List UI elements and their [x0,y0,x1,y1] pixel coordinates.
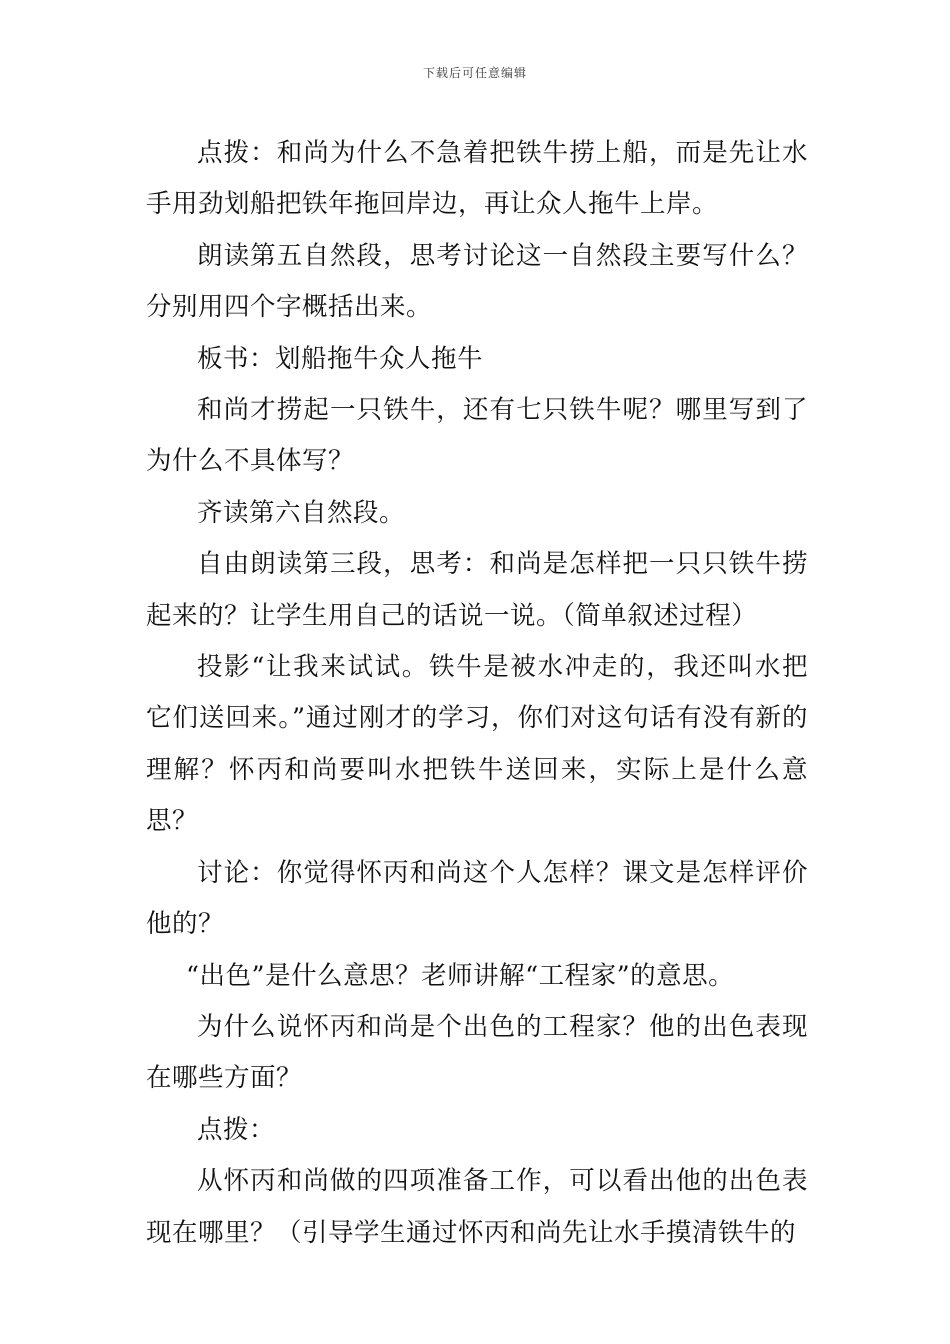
paragraph-discussion: 讨论：你觉得怀丙和尚这个人怎样？课文是怎样评价他的？ [146,857,808,940]
paragraph-engineer: 为什么说怀丙和尚是个出色的工程家？他的出色表现在哪些方面？ [146,1011,808,1094]
paragraph-read-fifth: 朗读第五自然段，思考讨论这一自然段主要写什么？分别用四个字概括出来。 [146,240,808,323]
paragraph-seven-oxen: 和尚才捞起一只铁牛，还有七只铁牛呢？哪里写到了为什么不具体写？ [146,395,808,477]
page-header: 下载后可任意编辑 [422,66,527,80]
paragraph-four-preparations: 从怀丙和尚做的四项准备工作，可以看出他的出色表现在哪里？（引导学生通过怀丙和尚先让水手摸清铁牛的 [146,1166,808,1248]
paragraph-read-third: 自由朗读第三段，思考：和尚是怎样把一只只铁牛捞起来的？让学生用自己的话说一说。（简单叙述过程） [146,549,808,631]
paragraph-blackboard: 板书：划船拖牛众人拖牛 [197,343,484,374]
document-body [146,128,808,1259]
paragraph-projection: 投影“让我来试试。铁牛是被水冲走的，我还叫水把它们送回来。”通过刚才的学习，你们对这句话有没有新的理解？怀丙和尚要叫水把铁牛送回来，实际上是什么意思？ [146,652,808,837]
paragraph-guidance-boat: 点拨：和尚为什么不急着把铁牛捞上船，而是先让水手用劲划船把铁年拖回岸边，再让众人拖牛上岸。 [146,138,808,220]
paragraph-read-sixth: 齐读第六自然段。 [197,497,406,528]
paragraph-outstanding: “出色”是什么意思？老师讲解“工程家”的意思。 [186,960,735,991]
paragraph-guidance-label: 点拨： [197,1114,276,1145]
